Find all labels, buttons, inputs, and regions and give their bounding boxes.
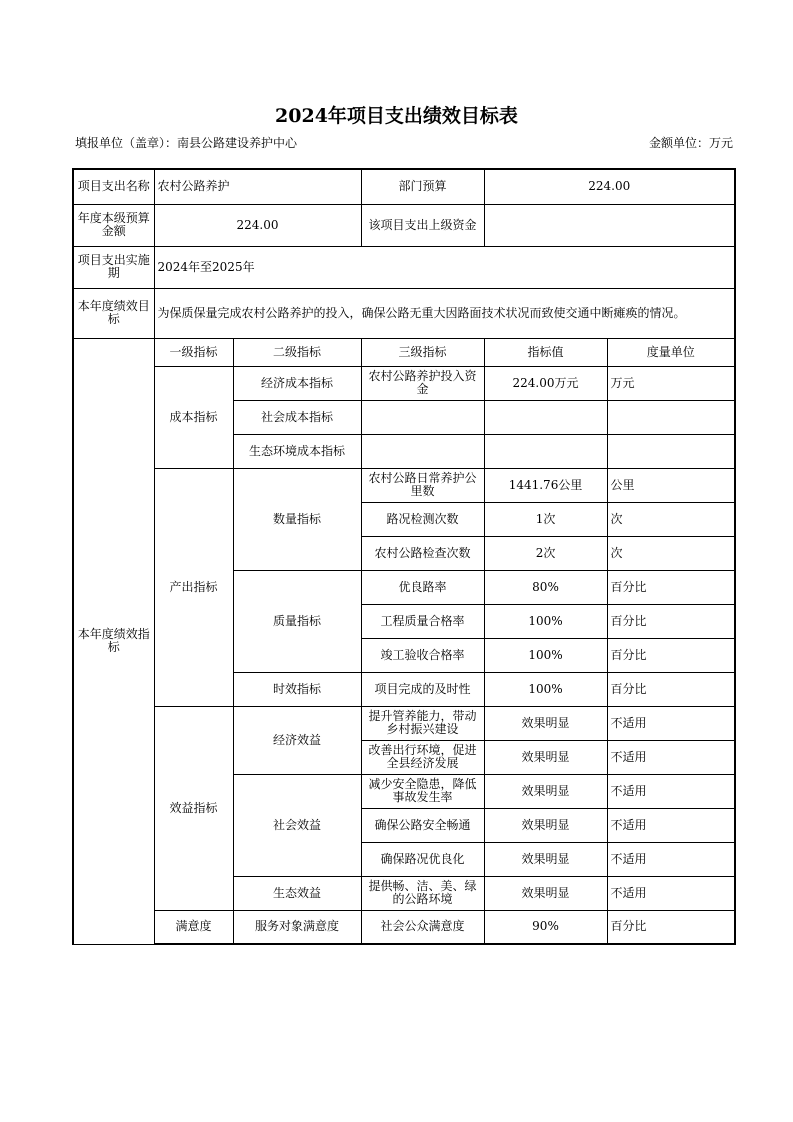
level2-eco-cost: 生态环境成本指标	[233, 434, 361, 468]
level3-cell: 提供畅、洁、美、绿的公路环境	[361, 876, 484, 910]
value-cell: 1次	[484, 502, 607, 536]
value-cell: 2次	[484, 536, 607, 570]
level3-cell: 社会公众满意度	[361, 910, 484, 944]
value-cell: 80%	[484, 570, 607, 604]
project-name-label: 项目支出名称	[73, 169, 154, 204]
level2-quantity: 数量指标	[233, 468, 361, 570]
superior-funds-value	[484, 204, 735, 246]
unit-cell: 次	[607, 502, 735, 536]
unit-cell: 百分比	[607, 604, 735, 638]
header-level3: 三级指标	[361, 338, 484, 366]
unit-cell: 万元	[607, 366, 735, 400]
level2-eco-benefit: 生态效益	[233, 876, 361, 910]
value-cell: 效果明显	[484, 740, 607, 774]
level3-cell: 工程质量合格率	[361, 604, 484, 638]
unit-cell: 次	[607, 536, 735, 570]
header-unit: 度量单位	[607, 338, 735, 366]
dept-budget-value: 224.00	[484, 169, 735, 204]
level3-cell: 竣工验收合格率	[361, 638, 484, 672]
level3-cell: 农村公路日常养护公里数	[361, 468, 484, 502]
unit-cell: 不适用	[607, 774, 735, 808]
unit-cell: 公里	[607, 468, 735, 502]
value-cell: 100%	[484, 672, 607, 706]
level2-quality: 质量指标	[233, 570, 361, 672]
unit-cell	[607, 434, 735, 468]
value-cell: 1441.76公里	[484, 468, 607, 502]
level3-cell: 提升管养能力，带动乡村振兴建设	[361, 706, 484, 740]
level2-social-cost: 社会成本指标	[233, 400, 361, 434]
level1-output: 产出指标	[154, 468, 233, 706]
level3-cell: 改善出行环境，促进全县经济发展	[361, 740, 484, 774]
value-cell: 效果明显	[484, 876, 607, 910]
level1-cost: 成本指标	[154, 366, 233, 468]
amount-unit: 金额单位：万元	[648, 136, 733, 150]
indicator-section-label: 本年度绩效指标	[73, 338, 154, 944]
page-title: 2024年项目支出绩效目标表	[275, 105, 518, 127]
dept-budget-label: 部门预算	[361, 169, 484, 204]
level3-cell: 路况检测次数	[361, 502, 484, 536]
period-label: 项目支出实施期	[73, 246, 154, 288]
header-value: 指标值	[484, 338, 607, 366]
unit-cell: 百分比	[607, 910, 735, 944]
reporting-unit: 填报单位（盖章）：南县公路建设养护中心	[75, 136, 298, 150]
header-level2: 二级指标	[233, 338, 361, 366]
level1-satisfaction: 满意度	[154, 910, 233, 944]
level3-cell: 项目完成的及时性	[361, 672, 484, 706]
project-name-value: 农村公路养护	[154, 169, 361, 204]
unit-cell: 不适用	[607, 740, 735, 774]
level2-economic-benefit: 经济效益	[233, 706, 361, 774]
level2-economic-cost: 经济成本指标	[233, 366, 361, 400]
value-cell: 100%	[484, 638, 607, 672]
goal-text: 为保质保量完成农村公路养护的投入，确保公路无重大因路面技术状况而致使交通中断瘫痪的情况。	[154, 288, 735, 338]
level3-cell	[361, 434, 484, 468]
annual-budget-value: 224.00	[154, 204, 361, 246]
value-cell	[484, 434, 607, 468]
level3-cell: 农村公路养护投入资金	[361, 366, 484, 400]
value-cell: 90%	[484, 910, 607, 944]
unit-cell: 不适用	[607, 808, 735, 842]
value-cell: 效果明显	[484, 774, 607, 808]
value-cell	[484, 400, 607, 434]
level2-service-satisfaction: 服务对象满意度	[233, 910, 361, 944]
level3-cell: 优良路率	[361, 570, 484, 604]
level3-cell: 确保公路安全畅通	[361, 808, 484, 842]
value-cell: 效果明显	[484, 706, 607, 740]
performance-table	[72, 168, 736, 945]
unit-cell: 不适用	[607, 876, 735, 910]
level3-cell: 确保路况优良化	[361, 842, 484, 876]
value-cell: 224.00万元	[484, 366, 607, 400]
level3-cell	[361, 400, 484, 434]
unit-cell	[607, 400, 735, 434]
level3-cell: 减少安全隐患，降低事故发生率	[361, 774, 484, 808]
goal-label: 本年度绩效目标	[73, 288, 154, 338]
unit-cell: 百分比	[607, 672, 735, 706]
level3-cell: 农村公路检查次数	[361, 536, 484, 570]
level1-benefit: 效益指标	[154, 706, 233, 910]
value-cell: 100%	[484, 604, 607, 638]
unit-cell: 百分比	[607, 570, 735, 604]
unit-cell: 不适用	[607, 842, 735, 876]
unit-cell: 不适用	[607, 706, 735, 740]
superior-funds-label: 该项目支出上级资金	[361, 204, 484, 246]
value-cell: 效果明显	[484, 842, 607, 876]
value-cell: 效果明显	[484, 808, 607, 842]
level2-timeliness: 时效指标	[233, 672, 361, 706]
period-value: 2024年至2025年	[154, 246, 735, 288]
level2-social-benefit: 社会效益	[233, 774, 361, 876]
header-level1: 一级指标	[154, 338, 233, 366]
annual-budget-label: 年度本级预算金额	[73, 204, 154, 246]
unit-cell: 百分比	[607, 638, 735, 672]
